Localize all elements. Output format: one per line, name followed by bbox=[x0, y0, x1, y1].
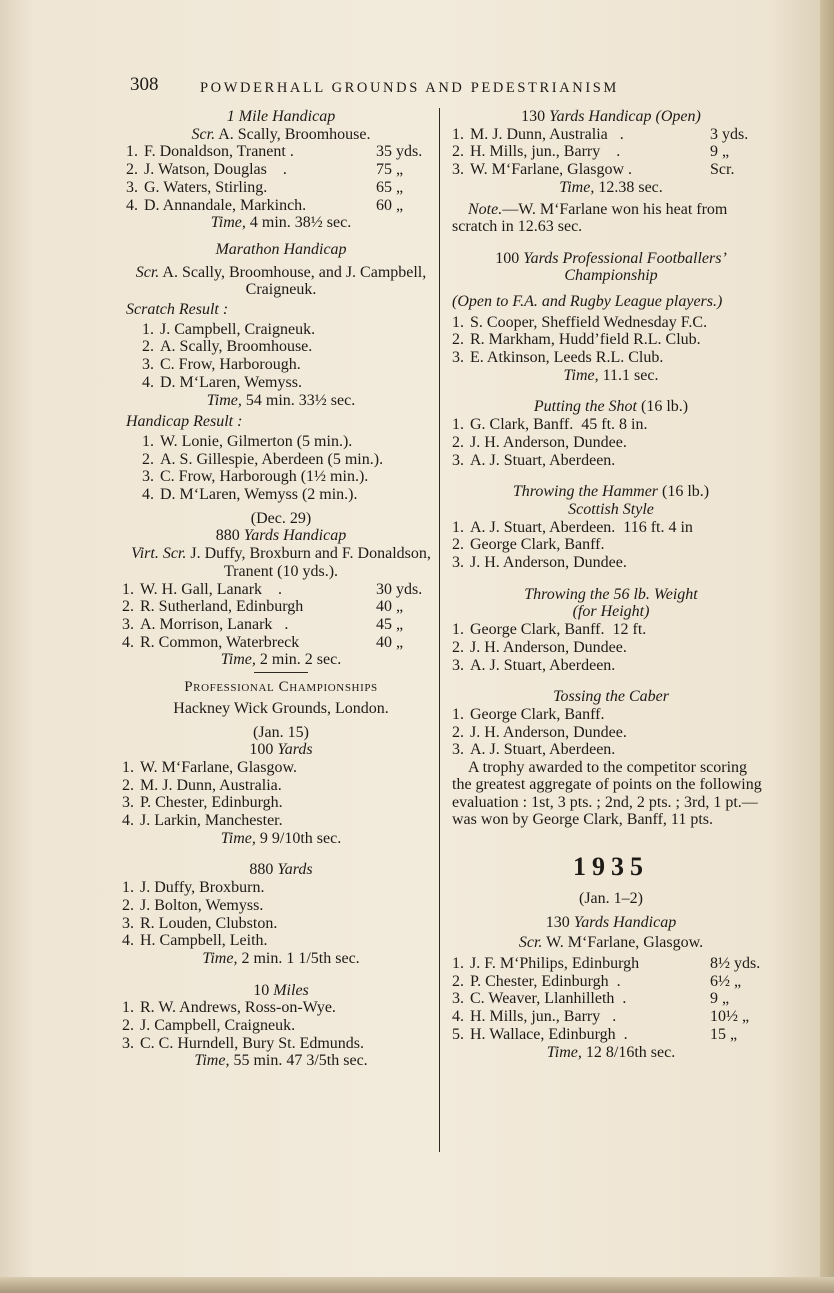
result-row bbox=[142, 451, 436, 469]
competitor-name: J. Larkin, Manchester. bbox=[140, 812, 283, 830]
place-number: 4. bbox=[142, 486, 154, 504]
time-label: Time, bbox=[563, 366, 599, 384]
competitor-name: A. Morrison, Lanark . bbox=[140, 615, 289, 633]
handicap-value: 45 „ bbox=[376, 615, 404, 633]
result-row bbox=[122, 1035, 436, 1053]
result-row bbox=[452, 452, 770, 470]
time-value: 12 8/16th sec. bbox=[581, 1043, 676, 1061]
time-value: 4 min. 38½ sec. bbox=[245, 214, 352, 232]
result-row bbox=[122, 581, 436, 599]
place-number: 3. bbox=[126, 178, 138, 196]
time-value: 9 9/10th sec. bbox=[255, 829, 342, 847]
result-row bbox=[122, 598, 436, 616]
competitor-name: J. Bolton, Wemyss. bbox=[140, 896, 264, 914]
time-line bbox=[126, 392, 436, 410]
section-title bbox=[452, 398, 770, 416]
competitor-name: C. Frow, Harborough. bbox=[160, 356, 301, 374]
place-number: 1. bbox=[122, 879, 134, 897]
place-number: 2. bbox=[452, 143, 464, 161]
scr-text: W. M‘Farlane, Glasgow. bbox=[542, 934, 704, 952]
place-number: 5. bbox=[452, 1025, 464, 1043]
competitor-name: F. Donaldson, Tranent . bbox=[144, 143, 294, 161]
competitor-name: A. Scally, Broomhouse. bbox=[160, 338, 313, 356]
place-number: 2. bbox=[142, 338, 154, 356]
title-number: 100 bbox=[495, 249, 520, 267]
result-row bbox=[122, 915, 436, 933]
handicap-value: 60 „ bbox=[376, 196, 404, 214]
competitor-name: A. J. Stuart, Aberdeen. 116 ft. 4 in bbox=[470, 518, 693, 536]
year-1935-section bbox=[452, 850, 770, 1061]
competitor-name: C. Frow, Harborough (1½ min.). bbox=[160, 468, 369, 486]
result-row bbox=[126, 143, 436, 161]
handicap-value: 40 „ bbox=[376, 633, 404, 651]
trophy-paragraph: A trophy awarded to the competitor scoring the greatest aggregate of points on the following evaluation : 1st, 3 pts. ; 2nd, 2 pts. ; 3rd, 1 pt.—was won by George Clark, Banff, 11 pts. bbox=[452, 759, 762, 828]
section-title bbox=[126, 741, 436, 759]
place-number: 3. bbox=[452, 349, 464, 367]
result-row bbox=[122, 897, 436, 915]
section-title bbox=[452, 250, 770, 285]
place-number: 2. bbox=[142, 450, 154, 468]
result-row bbox=[452, 143, 770, 161]
title-number: 880 bbox=[249, 861, 274, 879]
competitor-name: George Clark, Banff. bbox=[470, 705, 605, 723]
result-row bbox=[122, 634, 436, 652]
result-list bbox=[452, 955, 770, 1044]
result-list bbox=[122, 999, 436, 1052]
result-row bbox=[452, 741, 770, 759]
handicap-result-label: Handicap Result : bbox=[126, 413, 243, 431]
competitor-name: D. M‘Laren, Wemyss. bbox=[160, 373, 302, 391]
result-row bbox=[452, 1026, 770, 1044]
competitor-name: G. Waters, Stirling. bbox=[144, 178, 268, 196]
result-row bbox=[142, 486, 436, 504]
place-number: 1. bbox=[452, 416, 464, 434]
result-row bbox=[452, 554, 770, 572]
competitor-name: W. Lonie, Gilmerton (5 min.). bbox=[160, 432, 353, 450]
result-row bbox=[126, 161, 436, 179]
competitor-name: M. J. Dunn, Australia. bbox=[140, 776, 282, 794]
competitor-name: H. Mills, jun., Barry . bbox=[470, 143, 621, 161]
competitor-name: J. H. Anderson, Dundee. bbox=[470, 723, 627, 741]
yards-880-handicap-section bbox=[122, 509, 436, 669]
result-row bbox=[452, 349, 770, 367]
place-number: 3. bbox=[142, 356, 154, 374]
scr-text: A. Scally, Broomhouse. bbox=[215, 125, 371, 143]
time-line bbox=[452, 179, 770, 197]
competitor-name: J. Campbell, Craigneuk. bbox=[160, 320, 316, 338]
caber-section bbox=[452, 688, 770, 828]
result-row bbox=[452, 331, 770, 349]
place-number: 3. bbox=[452, 990, 464, 1008]
title-text: Throwing the Hammer bbox=[512, 483, 659, 501]
note-text: —W. M‘Farlane won his heat from scratch in 12.63 sec. bbox=[452, 200, 728, 236]
place-number: 2. bbox=[122, 598, 134, 616]
result-list bbox=[452, 314, 770, 367]
place-number: 3. bbox=[122, 615, 134, 633]
result-row bbox=[452, 724, 770, 742]
handicap-value: 65 „ bbox=[376, 178, 404, 196]
section-title: Throwing the 56 lb. Weight bbox=[524, 585, 698, 603]
section-title: 1 Mile Handicap bbox=[226, 108, 336, 125]
place-number: 1. bbox=[452, 621, 464, 639]
result-row bbox=[452, 639, 770, 657]
result-list bbox=[126, 143, 436, 214]
handicap-value: 6½ „ bbox=[710, 972, 742, 990]
title-number: 130 bbox=[521, 108, 546, 125]
note-paragraph bbox=[452, 201, 770, 236]
competitor-name: J. Campbell, Craigneuk. bbox=[140, 1017, 296, 1035]
scr-label: Scr. bbox=[191, 125, 216, 143]
yards-100-section bbox=[122, 741, 436, 847]
section-title-line2: Scottish Style bbox=[568, 500, 654, 518]
handicap-value: 75 „ bbox=[376, 161, 404, 179]
result-list bbox=[452, 519, 770, 572]
place-number: 1. bbox=[122, 758, 134, 776]
place-number: 2. bbox=[452, 972, 464, 990]
place-number: 2. bbox=[452, 723, 464, 741]
place-number: 1. bbox=[122, 999, 134, 1017]
scratch-line bbox=[126, 126, 436, 144]
competitor-name: W. H. Gall, Lanark . bbox=[140, 580, 283, 598]
place-number: 1. bbox=[452, 313, 464, 331]
competitor-name: C. C. Hurndell, Bury St. Edmunds. bbox=[140, 1034, 365, 1052]
time-line bbox=[126, 830, 436, 848]
competitor-name: H. Wallace, Edinburgh . bbox=[470, 1025, 628, 1043]
scr-label: Scr. bbox=[135, 263, 160, 281]
result-row bbox=[126, 179, 436, 197]
place-number: 2. bbox=[126, 161, 138, 179]
page-number: 308 bbox=[130, 74, 159, 95]
competitor-name: J. Watson, Douglas . bbox=[144, 161, 287, 179]
section-title bbox=[126, 861, 436, 879]
weight-section bbox=[452, 586, 770, 675]
competitor-name: S. Cooper, Sheffield Wednesday F.C. bbox=[470, 313, 708, 331]
place-number: 4. bbox=[142, 373, 154, 391]
competitor-name: G. Clark, Banff. 45 ft. 8 in. bbox=[470, 416, 648, 434]
competitor-name: J. Duffy, Broxburn. bbox=[140, 879, 265, 897]
miles-10-section bbox=[122, 981, 436, 1071]
title-number: 880 bbox=[215, 527, 240, 545]
column-divider bbox=[439, 108, 440, 1152]
result-row bbox=[122, 999, 436, 1017]
result-row bbox=[122, 794, 436, 812]
title-text: Yards Professional Footballers’ Championship bbox=[519, 249, 727, 285]
handicap-value: 8½ yds. bbox=[710, 955, 761, 973]
place-number: 3. bbox=[122, 914, 134, 932]
time-line bbox=[452, 367, 770, 385]
scratch-line bbox=[126, 264, 436, 299]
result-row bbox=[142, 468, 436, 486]
place-number: 2. bbox=[452, 433, 464, 451]
place-number: 3. bbox=[452, 451, 464, 469]
competitor-name: R. Common, Waterbreck bbox=[140, 633, 300, 651]
result-row bbox=[452, 126, 770, 144]
competitor-name: P. Chester, Edinburgh . bbox=[470, 972, 621, 990]
time-line bbox=[452, 1044, 770, 1062]
competitor-name: J. F. M‘Philips, Edinburgh bbox=[470, 955, 640, 973]
time-value: 2 min. 1 1/5th sec. bbox=[237, 949, 360, 967]
date-line: (Jan. 15) bbox=[253, 723, 309, 741]
handicap-value: 35 yds. bbox=[376, 143, 423, 161]
date-line: (Dec. 29) bbox=[250, 509, 312, 527]
handicap-result-list bbox=[126, 433, 436, 504]
time-label: Time, bbox=[210, 214, 246, 232]
putting-shot-section bbox=[452, 398, 770, 469]
section-title bbox=[126, 527, 436, 545]
result-row bbox=[452, 990, 770, 1008]
place-number: 3. bbox=[452, 656, 464, 674]
handicap-value: 9 „ bbox=[710, 143, 730, 161]
championships-heading: Professional Championships bbox=[184, 679, 378, 696]
scratch-result-label: Scratch Result : bbox=[126, 301, 229, 319]
result-row bbox=[142, 321, 436, 339]
result-row bbox=[452, 314, 770, 332]
title-text: Putting the Shot bbox=[533, 398, 637, 416]
title-number: 10 bbox=[253, 981, 270, 999]
result-row bbox=[122, 777, 436, 795]
section-title bbox=[452, 483, 770, 501]
section-title bbox=[452, 108, 770, 126]
competitor-name: R. W. Andrews, Ross-on-Wye. bbox=[140, 999, 336, 1017]
result-row bbox=[126, 197, 436, 215]
handicap-value: 9 „ bbox=[710, 990, 730, 1008]
time-line bbox=[126, 214, 436, 232]
title-text: Yards Handicap (Open) bbox=[545, 108, 701, 125]
result-list bbox=[452, 621, 770, 674]
result-row bbox=[452, 955, 770, 973]
result-row bbox=[142, 374, 436, 392]
venue-line: Hackney Wick Grounds, London. bbox=[173, 699, 389, 717]
title-extra: (16 lb.) bbox=[637, 398, 689, 416]
competitor-name: E. Atkinson, Leeds R.L. Club. bbox=[470, 349, 664, 367]
time-value: 11.1 sec. bbox=[598, 366, 659, 384]
time-line bbox=[126, 1052, 436, 1070]
result-row bbox=[452, 657, 770, 675]
handicap-value: 30 yds. bbox=[376, 580, 423, 598]
place-number: 1. bbox=[452, 705, 464, 723]
place-number: 3. bbox=[452, 161, 464, 179]
title-text: Miles bbox=[269, 981, 309, 999]
year-heading: 1935 bbox=[573, 851, 649, 881]
competitor-name: W. M‘Farlane, Glasgow. bbox=[140, 758, 298, 776]
scratch-line bbox=[452, 934, 770, 952]
competitor-name: R. Louden, Clubston. bbox=[140, 914, 278, 932]
result-row bbox=[452, 973, 770, 991]
title-text: Yards bbox=[273, 861, 313, 879]
section-title bbox=[126, 982, 436, 1000]
scr-text: J. Duffy, Broxburn and F. Donaldson, Tranent (10 yds.). bbox=[186, 545, 431, 580]
competitor-name: H. Mills, jun., Barry . bbox=[470, 1008, 617, 1026]
competitor-name: A. J. Stuart, Aberdeen. bbox=[470, 451, 616, 469]
result-row bbox=[142, 433, 436, 451]
left-column bbox=[122, 108, 436, 1070]
result-row bbox=[122, 879, 436, 897]
time-label: Time, bbox=[559, 178, 595, 196]
competitor-name: George Clark, Banff. bbox=[470, 536, 605, 554]
competitor-name: R. Sutherland, Edinburgh bbox=[140, 598, 304, 616]
result-row bbox=[452, 434, 770, 452]
mile-handicap-section bbox=[126, 108, 436, 232]
time-value: 12.38 sec. bbox=[594, 178, 663, 196]
competitor-name: C. Weaver, Llanhilleth . bbox=[470, 990, 627, 1008]
result-list bbox=[452, 416, 770, 469]
place-number: 1. bbox=[126, 143, 138, 161]
result-row bbox=[452, 706, 770, 724]
section-title bbox=[452, 914, 770, 932]
time-line bbox=[126, 651, 436, 669]
competitor-name: R. Markham, Hudd’field R.L. Club. bbox=[470, 331, 701, 349]
championships-header bbox=[126, 679, 436, 741]
place-number: 4. bbox=[452, 1008, 464, 1026]
place-number: 2. bbox=[122, 1017, 134, 1035]
scr-label: Scr. bbox=[518, 934, 543, 952]
place-number: 2. bbox=[452, 536, 464, 554]
title-text: Yards Handicap bbox=[239, 527, 347, 545]
competitor-name: A. J. Stuart, Aberdeen. bbox=[470, 656, 616, 674]
title-number: 100 bbox=[249, 741, 274, 759]
place-number: 3. bbox=[452, 554, 464, 572]
competitor-name: W. M‘Farlane, Glasgow . bbox=[470, 161, 633, 179]
place-number: 1. bbox=[452, 125, 464, 143]
place-number: 3. bbox=[142, 468, 154, 486]
competitor-name: H. Campbell, Leith. bbox=[140, 932, 268, 950]
page-edge-bottom bbox=[0, 1277, 834, 1293]
time-value: 2 min. 2 sec. bbox=[255, 651, 342, 669]
place-number: 1. bbox=[122, 580, 134, 598]
place-number: 1. bbox=[452, 955, 464, 973]
marathon-handicap-section bbox=[126, 241, 436, 504]
competitor-name: D. M‘Laren, Wemyss (2 min.). bbox=[160, 486, 358, 504]
result-list bbox=[122, 759, 436, 830]
time-label: Time, bbox=[220, 829, 256, 847]
time-value: 54 min. 33½ sec. bbox=[241, 391, 356, 409]
handicap-value: 15 „ bbox=[710, 1025, 738, 1043]
note-label: Note. bbox=[468, 200, 503, 218]
result-list bbox=[122, 581, 436, 652]
place-number: 1. bbox=[142, 320, 154, 338]
competitor-name: J. H. Anderson, Dundee. bbox=[470, 638, 627, 656]
section-title: Tossing the Caber bbox=[553, 688, 669, 706]
yards-130-open-section bbox=[452, 108, 770, 236]
competitor-name: J. H. Anderson, Dundee. bbox=[470, 433, 627, 451]
time-label: Time, bbox=[202, 949, 238, 967]
section-title: Marathon Handicap bbox=[215, 240, 347, 258]
result-row bbox=[452, 416, 770, 434]
result-row bbox=[142, 356, 436, 374]
time-label: Time, bbox=[220, 651, 256, 669]
page-edge-right bbox=[820, 0, 834, 1293]
result-row bbox=[452, 519, 770, 537]
result-row bbox=[122, 616, 436, 634]
place-number: 4. bbox=[126, 196, 138, 214]
hammer-section bbox=[452, 483, 770, 572]
right-column bbox=[452, 108, 770, 1061]
time-label: Time, bbox=[194, 1052, 230, 1070]
result-row bbox=[452, 621, 770, 639]
place-number: 3. bbox=[122, 1034, 134, 1052]
scr-label: Virt. Scr. bbox=[131, 545, 187, 563]
scr-text: A. Scally, Broomhouse, and J. Campbell, Craigneuk. bbox=[159, 263, 427, 299]
time-label: Time, bbox=[206, 391, 242, 409]
competitor-name: J. H. Anderson, Dundee. bbox=[470, 554, 627, 572]
result-row bbox=[452, 161, 770, 179]
section-title-line2: (for Height) bbox=[572, 603, 650, 621]
scratch-result-list bbox=[126, 321, 436, 392]
result-row bbox=[452, 1008, 770, 1026]
competitor-name: D. Annandale, Markinch. bbox=[144, 196, 307, 214]
competitor-name: M. J. Dunn, Australia . bbox=[470, 125, 624, 143]
place-number: 2. bbox=[452, 638, 464, 656]
place-number: 2. bbox=[122, 896, 134, 914]
short-rule bbox=[254, 672, 308, 673]
place-number: 2. bbox=[452, 331, 464, 349]
title-extra: (16 lb.) bbox=[658, 483, 710, 501]
handicap-value: 3 yds. bbox=[710, 125, 749, 143]
competitor-name: P. Chester, Edinburgh. bbox=[140, 794, 283, 812]
result-list bbox=[122, 879, 436, 950]
place-number: 3. bbox=[122, 794, 134, 812]
title-text: Yards bbox=[273, 741, 313, 759]
handicap-value: 40 „ bbox=[376, 598, 404, 616]
title-text: Yards Handicap bbox=[569, 913, 677, 931]
date-line: (Jan. 1–2) bbox=[579, 889, 643, 907]
place-number: 2. bbox=[122, 776, 134, 794]
time-value: 55 min. 47 3/5th sec. bbox=[229, 1052, 368, 1070]
result-row bbox=[452, 536, 770, 554]
running-head: POWDERHALL GROUNDS AND PEDESTRIANISM bbox=[200, 80, 619, 96]
result-list bbox=[452, 706, 770, 759]
handicap-value: 10½ „ bbox=[710, 1008, 750, 1026]
footballers-championship-section bbox=[452, 250, 770, 385]
place-number: 4. bbox=[122, 633, 134, 651]
result-row bbox=[122, 932, 436, 950]
place-number: 1. bbox=[452, 518, 464, 536]
result-row bbox=[122, 759, 436, 777]
result-row bbox=[122, 812, 436, 830]
place-number: 4. bbox=[122, 812, 134, 830]
place-number: 4. bbox=[122, 932, 134, 950]
result-list bbox=[452, 126, 770, 179]
place-number: 1. bbox=[142, 432, 154, 450]
title-number: 130 bbox=[545, 913, 570, 931]
result-row bbox=[142, 338, 436, 356]
place-number: 3. bbox=[452, 741, 464, 759]
competitor-name: A. J. Stuart, Aberdeen. bbox=[470, 741, 616, 759]
section-subtitle: (Open to F.A. and Rugby League players.) bbox=[452, 292, 723, 310]
handicap-value: Scr. bbox=[710, 161, 735, 179]
time-label: Time, bbox=[546, 1043, 582, 1061]
yards-880-section bbox=[122, 861, 436, 967]
scratch-line bbox=[126, 545, 436, 580]
competitor-name: A. S. Gillespie, Aberdeen (5 min.). bbox=[160, 450, 384, 468]
result-row bbox=[122, 1017, 436, 1035]
time-line bbox=[126, 950, 436, 968]
competitor-name: George Clark, Banff. 12 ft. bbox=[470, 621, 647, 639]
